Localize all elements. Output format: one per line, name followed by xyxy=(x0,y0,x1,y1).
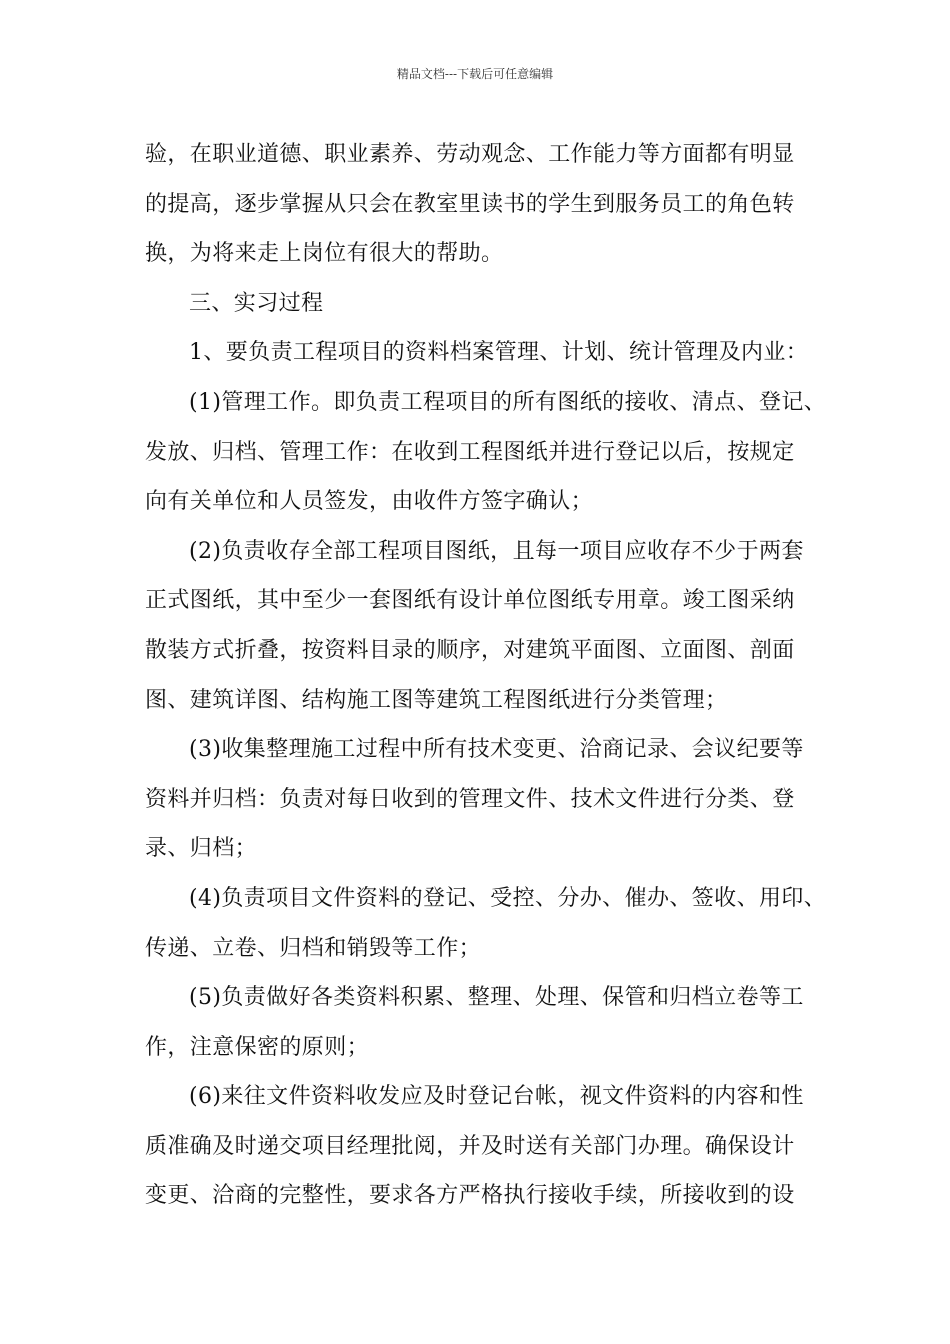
text-line: 传递、立卷、归档和销毁等工作； xyxy=(145,935,482,961)
text-line: (5)负责做好各类资料积累、整理、处理、保管和归档立卷等工 xyxy=(189,985,804,1011)
text-line: 图、建筑详图、结构施工图等建筑工程图纸进行分类管理； xyxy=(145,687,728,713)
text-line: 发放、归档、管理工作：在收到工程图纸并进行登记以后，按规定 xyxy=(145,439,795,465)
document-body xyxy=(145,130,825,1221)
text-line: 质准确及时递交项目经理批阅，并及时送有关部门办理。确保设计 xyxy=(145,1133,795,1159)
text-line: 验，在职业道德、职业素养、劳动观念、工作能力等方面都有明显 xyxy=(145,142,795,167)
text-line: (3)收集整理施工过程中所有技术变更、洽商记录、会议纪要等 xyxy=(189,737,804,763)
text-line: 正式图纸，其中至少一套图纸有设计单位图纸专用章。竣工图采纳 xyxy=(145,588,795,614)
text-line: (2)负责收存全部工程项目图纸，且每一项目应收存不少于两套 xyxy=(189,538,804,564)
text-line: 散装方式折叠，按资料目录的顺序，对建筑平面图、立面图、剖面 xyxy=(145,637,795,663)
text-line: 的提高，逐步掌握从只会在教室里读书的学生到服务员工的角色转 xyxy=(145,191,795,217)
text-line: (4)负责项目文件资料的登记、受控、分办、催办、签收、用印、 xyxy=(189,885,827,911)
text-line: 录、归档； xyxy=(145,836,258,862)
text-line: 换，为将来走上岗位有很大的帮助。 xyxy=(145,241,504,267)
text-line: 作，注意保密的原则； xyxy=(145,1034,370,1060)
text-line: 1、要负责工程项目的资料档案管理、计划、统计管理及内业： xyxy=(189,340,809,366)
text-line: (1)管理工作。即负责工程项目的所有图纸的接收、清点、登记、 xyxy=(189,389,827,415)
text-line: 变更、洽商的完整性，要求各方严格执行接收手续，所接收到的设 xyxy=(145,1183,795,1209)
section-heading: 三、实习过程 xyxy=(189,290,324,316)
text-line: (6)来往文件资料收发应及时登记台帐，视文件资料的内容和性 xyxy=(189,1084,804,1110)
text-line: 向有关单位和人员签发，由收件方签字确认； xyxy=(145,489,594,515)
page-header: 精品文档---下载后可任意编辑 xyxy=(396,67,554,81)
text-line: 资料并归档：负责对每日收到的管理文件、技术文件进行分类、登 xyxy=(145,786,795,812)
